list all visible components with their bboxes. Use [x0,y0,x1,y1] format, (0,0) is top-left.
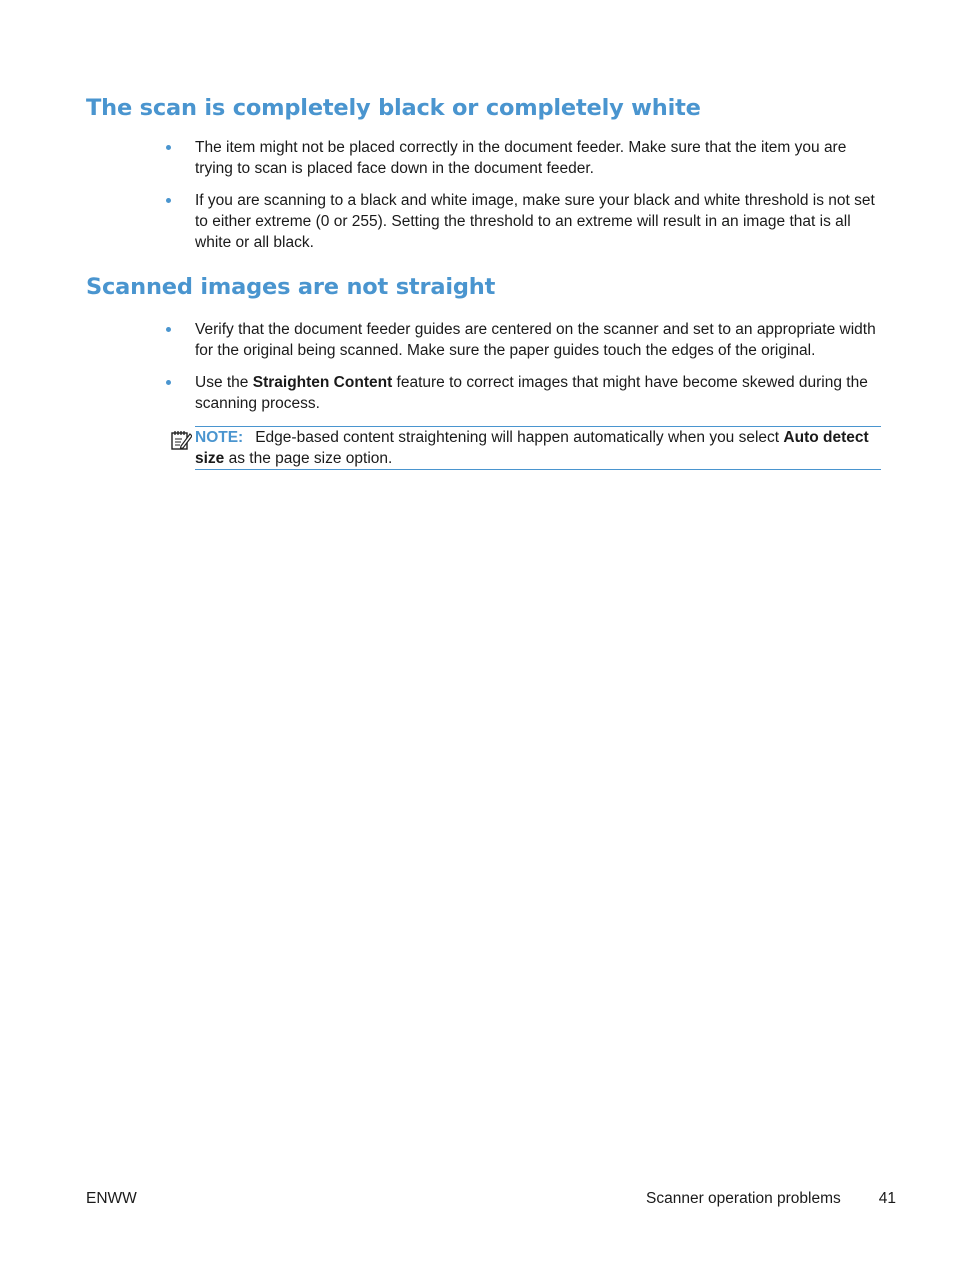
list-item [86,319,879,361]
list-item [86,190,879,253]
note-box [195,426,881,470]
list-item-text-suffix: feature to correct images that might have become skewed during the scanning process. [195,374,868,412]
section-black-white [86,94,886,264]
note-body: Edge-based content straightening will happen automatically when you select [255,429,784,446]
note-callout [170,424,881,470]
note-option-name: Auto detect size [195,429,869,467]
list-item-text: The item might not be placed correctly in the document feeder. Make sure that the item you are trying to scan is placed face down in the document feeder. [195,139,847,177]
list-item-text: If you are scanning to a black and white image, make sure your black and white threshold is not set to either extreme (0 or 255). Setting the threshold to an extreme will result in an image that is all white or all black. [195,192,875,251]
list-item-text-prefix: Use the [195,374,253,391]
feature-name: Straighten Content [252,374,393,391]
bullet-icon [166,145,171,150]
bullet-icon [166,380,171,385]
section-heading: The scan is completely black or completely white [86,95,701,121]
page-number: 41 [878,1190,896,1207]
bullet-icon [166,327,171,332]
list-item [86,137,879,179]
bullet-list [86,137,886,253]
section-not-straight [86,273,886,425]
list-item-text: Verify that the document feeder guides are centered on the scanner and set to an appropriate width for the original being scanned. Make sure the paper guides touch the edges of the original. [195,321,876,359]
footer-chapter [646,1188,896,1210]
note-body-suffix: as the page size option. [224,450,393,467]
note-text [195,427,881,469]
section-heading: Scanned images are not straight [86,274,496,300]
note-icon [170,429,192,451]
list-item [86,372,879,414]
note-label: NOTE: [195,429,244,446]
bullet-list [86,319,886,414]
footer-label: ENWW [86,1190,137,1207]
bullet-icon [166,198,171,203]
footer-chapter-title: Scanner operation problems [646,1190,841,1207]
